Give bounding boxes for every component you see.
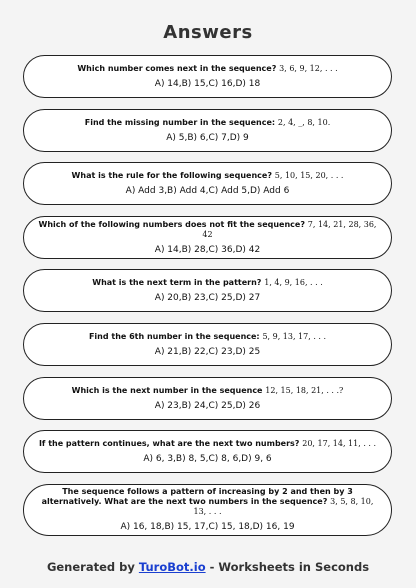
- question-card: [23, 55, 392, 98]
- sequence: 12, 15, 18, 21, . . .?: [265, 385, 344, 395]
- answer-options: A) 6, 3,B) 8, 5,C) 8, 6,D) 9, 6: [143, 454, 272, 465]
- answer-options: A) 16, 18,B) 15, 17,C) 15, 18,D) 16, 19: [120, 522, 295, 533]
- answer-options: A) 23,B) 24,C) 25,D) 26: [154, 400, 261, 411]
- sequence: 5, 9, 13, 17, . . .: [262, 331, 327, 341]
- answer-options: A) 14,B) 28,C) 36,D) 42: [154, 244, 261, 255]
- sequence: 2, 4, _, 8, 10.: [277, 117, 331, 127]
- sequence: 7, 14, 21, 28, 36, 42: [202, 219, 377, 239]
- question-card: [23, 216, 392, 259]
- sequence: 3, 6, 9, 12, . . .: [279, 64, 338, 73]
- footer-prefix: Generated by: [46, 560, 135, 574]
- question-card: [23, 269, 392, 312]
- question-text: The sequence follows a pattern of increasing by 2 and then by 3 alternatively. What are the next two numbers in the sequence? 3, 5, 8, 10, 13, . . .: [41, 487, 374, 517]
- question-card: [23, 162, 392, 205]
- sequence: 20, 17, 14, 11, . . .: [302, 439, 377, 449]
- question-text: Which is the next number in the sequence 12, 15, 18, 21, . . .?: [71, 385, 344, 395]
- answer-options: A) 5,B) 6,C) 7,D) 9: [166, 132, 249, 143]
- question-card: [23, 377, 392, 420]
- question-text: What is the next term in the pattern? 1, 4, 9, 16, . . .: [92, 278, 323, 288]
- question-text: Which number comes next in the sequence? 3, 6, 9, 12, . . .: [77, 64, 338, 73]
- question-card: [23, 484, 392, 536]
- question-card: [23, 430, 392, 473]
- sequence: 3, 5, 8, 10, 13, . . .: [193, 497, 374, 517]
- page-title: Answers: [163, 22, 253, 43]
- sequence: 1, 4, 9, 16, . . .: [264, 278, 323, 288]
- question-text: Find the 6th number in the sequence: 5, 9, 13, 17, . . .: [88, 331, 327, 341]
- answer-options: A) Add 3,B) Add 4,C) Add 5,D) Add 6: [125, 186, 290, 197]
- question-card: [23, 323, 392, 366]
- question-text: If the pattern continues, what are the next two numbers? 20, 17, 14, 11, . . .: [38, 439, 377, 449]
- answer-options: A) 14,B) 15,C) 16,D) 18: [154, 79, 261, 89]
- answer-options: A) 21,B) 22,C) 23,D) 25: [154, 346, 261, 357]
- question-text: Find the missing number in the sequence: 2, 4, _, 8, 10.: [84, 117, 331, 127]
- question-text: Which of the following numbers does not fit the sequence? 7, 14, 21, 28, 36, 42: [38, 219, 377, 239]
- question-text: What is the rule for the following sequence? 5, 10, 15, 20, . . .: [71, 171, 344, 181]
- question-list: [23, 55, 392, 546]
- turobot-link[interactable]: TuroBot.io: [138, 560, 206, 574]
- footer-suffix: - Worksheets in Seconds: [209, 560, 370, 574]
- question-card: [23, 109, 392, 152]
- answer-options: A) 20,B) 23,C) 25,D) 27: [154, 293, 261, 304]
- footer: [0, 560, 416, 574]
- sequence: 5, 10, 15, 20, . . .: [274, 171, 344, 181]
